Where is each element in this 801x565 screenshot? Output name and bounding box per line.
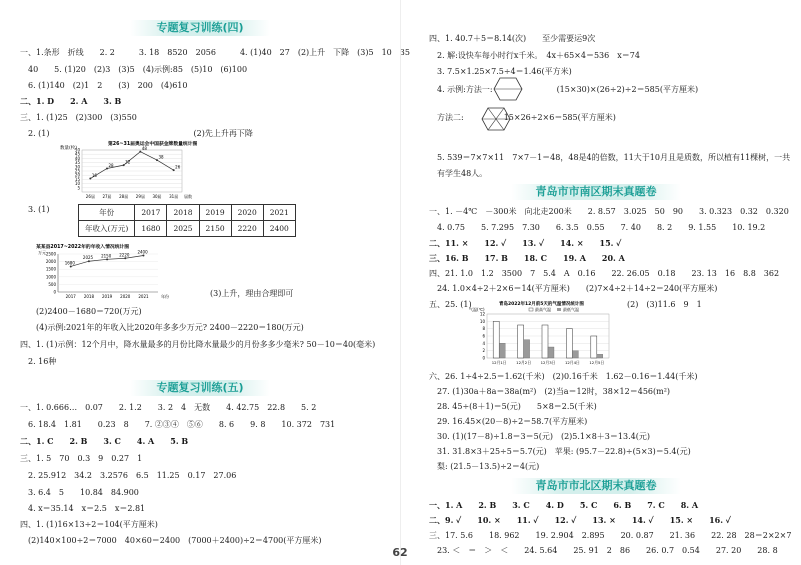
legend-swatch-low: [557, 308, 561, 311]
temperature-bar-chart: [469, 300, 619, 368]
chart-title: 某某县2017~2022年的年收入情况统计图: [36, 245, 130, 250]
answer-line: (2) (3)11.6 9 1: [627, 300, 702, 309]
answer-line: 三、16. B 17. B 18. C 19. A 20. A: [429, 253, 625, 263]
data-label: 38: [158, 154, 164, 160]
x-tick-label: 26届: [85, 194, 95, 199]
y-tick-label: 0: [482, 355, 485, 361]
table-cell: 2150: [199, 221, 231, 237]
bar-low: [597, 354, 603, 358]
table-cell: 1680: [135, 221, 167, 237]
bar-low: [499, 343, 505, 358]
answer-line: 27. (1)30a＋8a＝38a(m²) (2)当a＝12时，38×12＝456(m²): [429, 387, 671, 396]
answer-line: 方法二: 15×26÷2×6＝585(平方厘米): [429, 113, 616, 122]
answer-line: 四、1. (1)示例：12个月中，降水量最多的月份比降水量最少的月份多多少毫米? 50－10＝40(毫米): [20, 340, 376, 349]
chart-title: 青岛2022年12月前5天的气温情况统计图: [499, 302, 584, 307]
x-tick-label: 12月5日: [589, 360, 605, 365]
income-line-chart: [36, 242, 186, 300]
answer-line: 二、1. C 2. B 3. C 4. A 5. B: [20, 436, 189, 446]
answer-line: 一、1.条形 折线 2. 2 3. 18 8520 2056 4. (1)40 27 (2)上升 下降 (3)5 10 35: [20, 48, 410, 57]
answer-line: 5. 539＝7×7×11 7×7－1＝48，48是4的倍数，11大于10月且是质数，所以植有11棵树，一共: [429, 153, 791, 162]
right-page: [400, 0, 801, 565]
answer-line: 三、1. (1)25 (2)300 (3)550: [20, 113, 137, 122]
axis-label-y: 气温(℃): [469, 307, 485, 312]
data-label: 16: [91, 173, 97, 179]
answer-line: 一、1. A 2. B 3. C 4. D 5. C 6. B 7. C 8. A: [429, 500, 699, 510]
x-tick-label: 30届: [152, 194, 162, 199]
y-tick-label: 50: [74, 147, 80, 153]
data-point: [88, 260, 90, 262]
data-point: [124, 257, 126, 259]
axis-label-x: 届数: [184, 194, 192, 199]
answer-line: 3. 6.4 5 10.84 84.900: [20, 488, 139, 497]
x-tick-label: 2018: [83, 294, 95, 299]
x-tick-label: 2021: [138, 294, 149, 299]
answer-line: 6. 18.4 1.81 0.23 8 7. ②③④ ⑤⑥ 8. 6 9. 8 10. 372 731: [20, 420, 336, 429]
answer-line: 五、25. (1): [429, 300, 472, 309]
answer-line: 四、21. 1.0 1.2 3500 7 5.4 A 0.16 22. 26.05 0.18 23. 13 16 8.8 362: [429, 269, 780, 278]
x-tick-label: 31届: [169, 194, 179, 199]
section-title-review-5: 专题复习训练(五): [130, 380, 270, 396]
y-tick-label: 2500: [45, 251, 56, 257]
y-tick-label: 15: [74, 176, 80, 182]
hexagon-figure-method-two: [476, 104, 516, 134]
y-tick-label: 40: [74, 155, 80, 161]
table-header: 2021: [263, 205, 295, 221]
hexagon-figure-method-one: [486, 74, 530, 104]
data-point: [70, 265, 72, 267]
y-tick-label: 12: [479, 311, 485, 317]
y-tick-label: 8: [482, 326, 485, 332]
y-tick-label: 45: [74, 151, 80, 157]
y-tick-label: 0: [53, 289, 56, 295]
answer-line: (3)上升，理由合理即可: [210, 289, 294, 298]
section-title-review-4: 专题复习训练(四): [130, 20, 270, 36]
x-tick-label: 28届: [119, 194, 129, 199]
answer-line: 24. 1.0×4÷2＋2×6＝14(平方厘米) (2)7×4÷2＋14÷2＝240(平方厘米): [429, 284, 718, 293]
y-tick-label: 2000: [45, 259, 56, 265]
x-tick-label: 27届: [102, 194, 112, 199]
answer-line: 4. 0.75 5. 7.295 7.30 6. 3.5 0.55 7. 40 8. 2 9. 1.55 10. 19.2: [429, 223, 766, 232]
y-tick-label: 5: [77, 185, 80, 191]
y-tick-label: 6: [482, 333, 485, 339]
answer-line: 四、1. 40.7＋5＝8.14(次) 至少需要运9次: [429, 34, 596, 43]
bar-high: [591, 336, 597, 358]
answer-line: 3. (1): [20, 205, 50, 214]
x-tick-label: 2019: [101, 294, 113, 299]
x-tick-label: 2017: [65, 294, 76, 299]
chart-title: 第26~31届奥运会中国获金牌数量统计图: [108, 142, 198, 147]
y-tick-label: 4: [482, 340, 485, 346]
x-tick-label: 29届: [135, 194, 145, 199]
answer-line: 一、1. 0.666… 0.07 2. 1.2 3. 2 4 无数 4. 42.75 22.8 5. 2: [20, 403, 317, 412]
answer-line: 6. (1)140 (2)1 2 (3) 200 (4)610: [20, 81, 188, 90]
answer-line: 2. (1) (2)先上升再下降: [20, 129, 253, 138]
answer-line: 40 5. (1)20 (2)3 (3)5 (4)示例:85 (5)10 (6)100: [20, 65, 248, 74]
legend-swatch-high: [529, 308, 533, 311]
answer-line: 梨: (21.5－13.5)÷2＝4(元): [429, 462, 540, 471]
y-tick-label: 35: [74, 160, 80, 166]
answer-line: 二、11. × 12. ✓ 13. ✓ 14. × 15. ✓: [429, 238, 622, 248]
table-header: 2019: [199, 205, 231, 221]
data-point: [106, 258, 108, 260]
bar-low: [572, 351, 578, 358]
income-table: [78, 204, 296, 237]
y-tick-label: 2: [482, 348, 485, 354]
legend-label: 最低气温: [563, 307, 579, 312]
answer-line: (2)2400－1680＝720(万元): [36, 307, 142, 316]
table-cell: 2220: [231, 221, 263, 237]
answer-line: 4. x＝35.14 x＝2.5 x＝2.81: [20, 504, 146, 513]
answer-line: 二、1. D 2. A 3. B: [20, 96, 122, 106]
table-row-label: 年收入(万元): [79, 221, 135, 237]
bar-low: [548, 347, 554, 358]
x-tick-label: 12月1日: [491, 360, 507, 365]
answer-line: 23. ＜ ＝ ＞ ＜ 24. 5.64 25. 91 2 86 26. 0.7 0.54 27. 20 28. 8: [429, 546, 778, 555]
table-cell: 2025: [167, 221, 199, 237]
data-label: 2400: [137, 249, 148, 255]
legend-label: 最高气温: [535, 307, 551, 312]
y-tick-label: 1500: [45, 266, 56, 272]
answer-line: 六、26. 1÷4÷2.5＝1.62(千米) (2)0.16千米 1.62－0.16＝1.44(千米): [429, 372, 698, 381]
bar-high: [493, 321, 499, 358]
data-label: 2220: [119, 252, 130, 258]
x-tick-label: 2020: [120, 294, 131, 299]
y-tick-label: 10: [74, 181, 80, 187]
answer-line: 2. 解:设快车每小时行x千米。 4x＋65×4＝536 x＝74: [429, 51, 640, 60]
bar-high: [518, 325, 524, 358]
table-header: 2018: [167, 205, 199, 221]
y-tick-label: 1000: [45, 274, 56, 280]
data-point: [142, 255, 144, 257]
answer-line: 30. (1)(17－8)÷1.8＝3＝5(元) (2)5.1×8＋3＝13.4(元): [429, 432, 650, 441]
gold-medal-line-chart: [60, 138, 198, 202]
data-label: 28: [108, 162, 114, 168]
table-header: 2017: [135, 205, 167, 221]
x-tick-label: 12月3日: [540, 360, 556, 365]
data-label: 32: [125, 159, 131, 165]
axis-label-x: 年份: [161, 294, 169, 299]
answer-line: (4)示例:2021年的年收入比2020年多多少万元? 2400－2220＝180(万元): [36, 323, 304, 332]
answer-line: 三、1. 5 70 0.3 9 0.27 1: [20, 454, 143, 463]
bar-high: [542, 325, 548, 358]
answer-line: 2. 16种: [20, 357, 57, 366]
answer-line: 2. 25.912 34.2 3.2576 6.5 11.25 0.17 27.06: [20, 471, 237, 480]
table-cell: 2400: [263, 221, 295, 237]
answer-line: 四、1. (1)16×13÷2＝104(平方厘米): [20, 520, 158, 529]
answer-line: 3. 7.5×1.25×7.5÷4＝1.46(平方米): [429, 67, 572, 76]
answer-line: 有学生48人。: [429, 169, 488, 178]
y-tick-label: 30: [74, 164, 80, 170]
section-title-shibei-exam: 青岛市市北区期末真题卷: [511, 478, 681, 494]
answer-line: 4. 示例:方法一: (15×30)×(26÷2)÷2＝585(平方厘米): [429, 85, 699, 94]
answer-line: 二、9. ✓ 10. × 11. ✓ 12. ✓ 13. × 14. ✓ 15. × 16. ✓: [429, 515, 731, 525]
answer-line: 一、1. －4℃ －300米 向北走200米 2. 8.57 3.025 50 90 3. 0.323 0.32 0.320: [429, 207, 789, 216]
data-label: 1680: [64, 260, 75, 266]
y-tick-label: 25: [74, 168, 80, 174]
data-label: 2150: [101, 253, 112, 259]
answer-line: 28. 45÷(8＋1)＝5(元) 5×8＝2.5(千米): [429, 402, 597, 411]
answer-line: 31. 31.8×3＋25÷5＝5.7(元) 苹果: (95.7－22.8)÷(5×3)＝5.4(元): [429, 447, 691, 456]
page-number: 62: [392, 546, 408, 559]
x-tick-label: 12月4日: [564, 360, 580, 365]
answer-line: 29. 16.45×(20－8)÷2＝58.7(平方厘米): [429, 417, 588, 426]
data-label: 26: [175, 164, 181, 170]
axis-label-y: 万元: [38, 250, 46, 255]
y-tick-label: 20: [74, 172, 80, 178]
bar-low: [524, 340, 530, 358]
bar-high: [566, 329, 572, 358]
section-title-shinan-exam: 青岛市市南区期末真题卷: [511, 184, 681, 200]
y-tick-label: 10: [479, 318, 485, 324]
data-label: 2025: [82, 255, 94, 261]
axis-label-y: 数量(枚): [60, 146, 78, 151]
data-label: 48: [141, 146, 147, 152]
table-header: 2020: [231, 205, 263, 221]
answer-line: 三、17. 5.6 18. 962 19. 2.904 2.895 20. 0.87 21. 36 22. 28 28＝2×2×7: [429, 531, 792, 540]
table-header: 年份: [79, 205, 135, 221]
y-tick-label: 500: [48, 281, 56, 287]
answer-line: (2)140×100÷2＝7000 40×60＝2400 (7000＋2400)÷2＝4700(平方厘米): [20, 536, 322, 545]
x-tick-label: 12月2日: [516, 360, 532, 365]
